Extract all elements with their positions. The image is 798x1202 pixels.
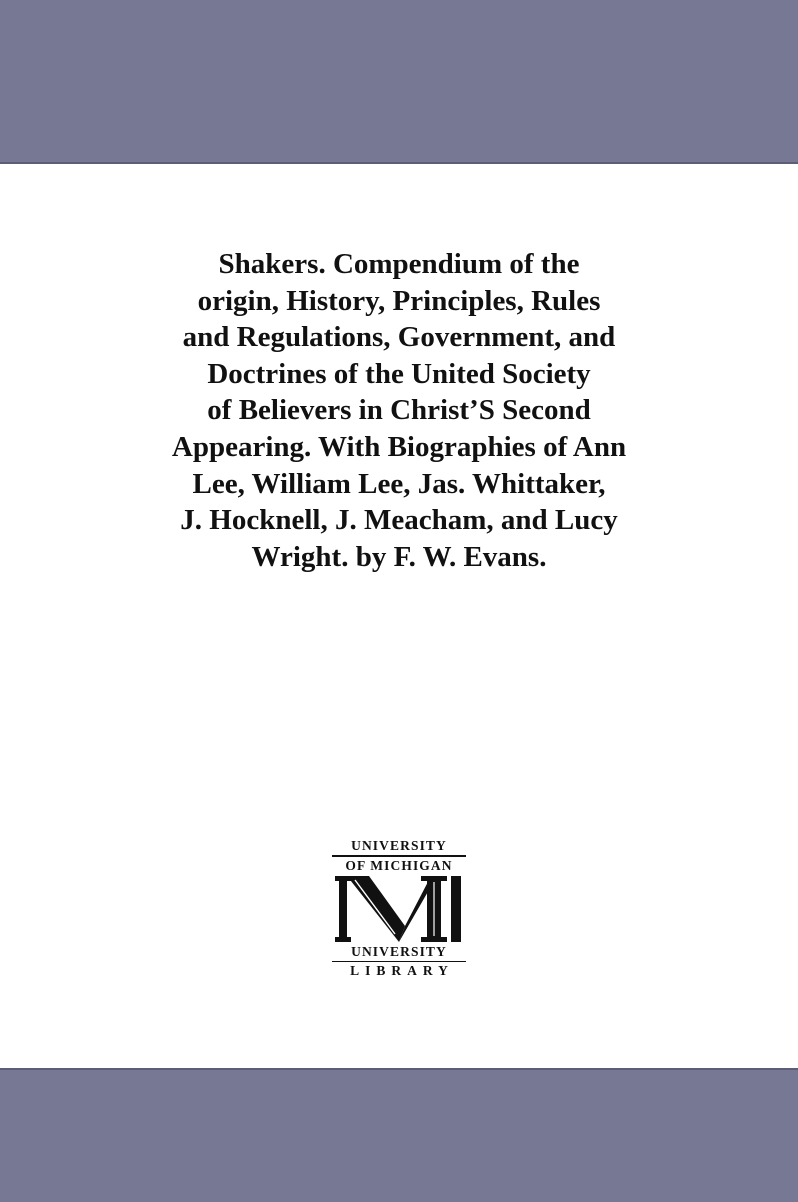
logo-university-top: UNIVERSITY	[351, 838, 447, 853]
logo-library: LIBRARY	[350, 963, 454, 978]
university-of-michigan-library-logo	[330, 838, 468, 978]
top-cover-band	[0, 0, 798, 164]
logo-rule-bottom	[332, 961, 466, 963]
logo-rule-top	[332, 855, 466, 857]
book-title: Shakers. Compendium of the origin, History, Principles, Rules and Regulations, Government, and Doctrines of the United Society of Believers in Christ’S Second Appearing. With Biographies of Ann Lee, William Lee, Jas. Whittaker, J. Hocknell, J. Meacham, and Lucy Wright. by F. W. Evans.	[171, 248, 627, 573]
logo-university-bottom: UNIVERSITY	[351, 943, 447, 959]
block-m-icon	[335, 876, 463, 942]
logo-of-michigan: OF MICHIGAN	[345, 857, 453, 873]
bottom-cover-band	[0, 1068, 798, 1202]
